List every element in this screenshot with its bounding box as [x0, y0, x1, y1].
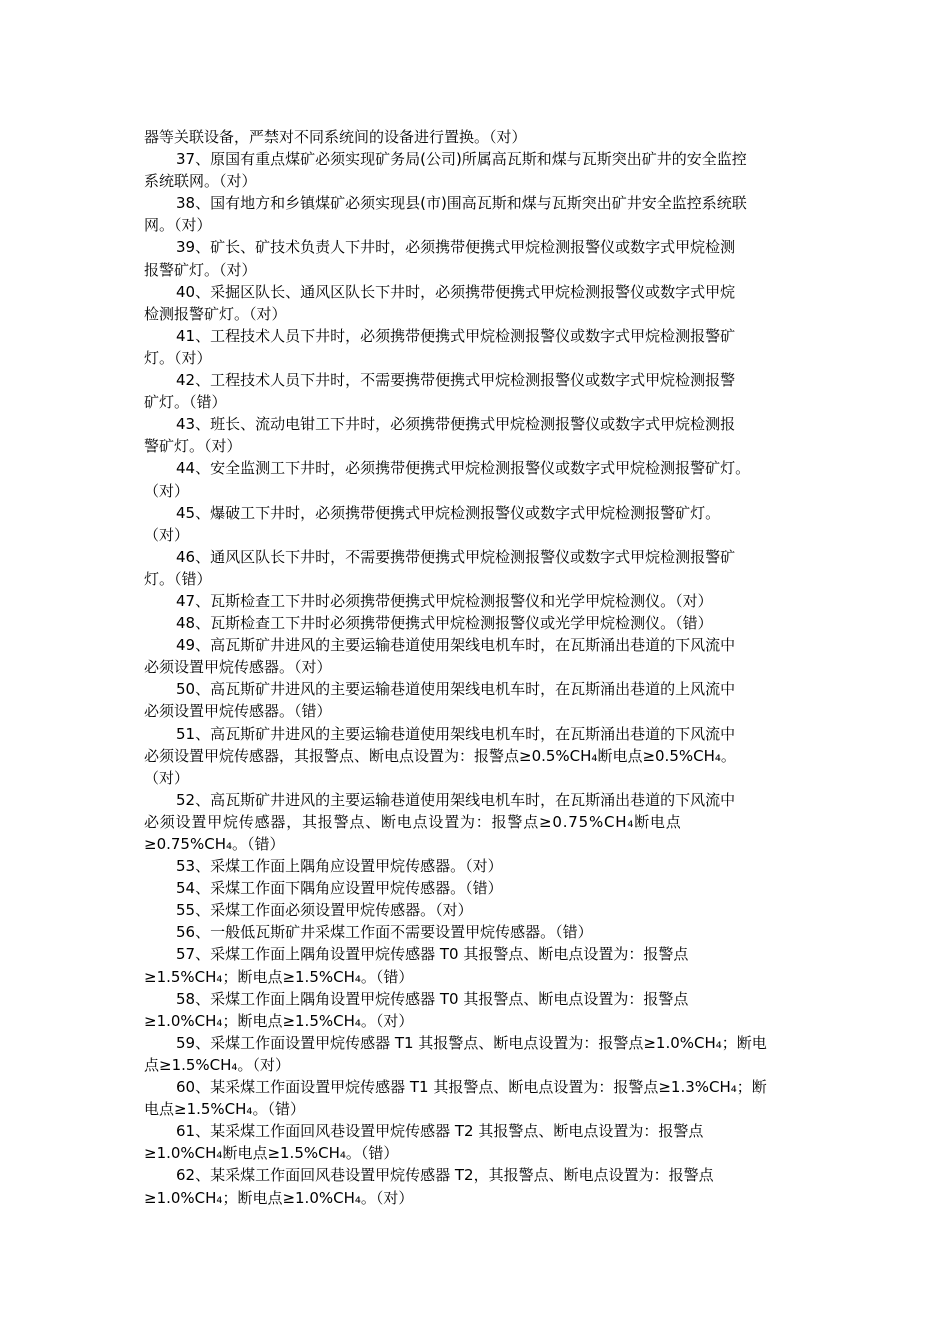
question-37: 37、原国有重点煤矿必须实现矿务局(公司)所属高瓦斯和煤与瓦斯突出矿井的安全监控: [176, 150, 747, 169]
question-53: 53、采煤工作面上隅角应设置甲烷传感器。（对）: [176, 857, 503, 876]
question-49: 49、高瓦斯矿井进风的主要运输巷道使用架线电机车时，在瓦斯涌出巷道的下风流中: [176, 636, 736, 655]
question-40: 40、采掘区队长、通风区队长下井时，必须携带便携式甲烷检测报警仪或数字式甲烷: [176, 282, 736, 301]
text-line: 警矿灯。（对）: [144, 437, 242, 456]
text-line: 器等关联设备，严禁对不同系统间的设备进行置换。（对）: [144, 128, 527, 146]
text-line: ≥1.0%CH₄；断电点≥1.5%CH₄。（对）: [144, 1011, 414, 1030]
question-39: 39、矿长、矿技术负责人下井时，必须携带便携式甲烷检测报警仪或数字式甲烷检测: [176, 238, 736, 257]
question-55: 55、采煤工作面必须设置甲烷传感器。（对）: [176, 901, 473, 920]
question-48: 48、瓦斯检查工下井时必须携带便携式甲烷检测报警仪或光学甲烷检测仪。（错）: [176, 614, 713, 633]
question-51: 51、高瓦斯矿井进风的主要运输巷道使用架线电机车时，在瓦斯涌出巷道的下风流中: [176, 724, 736, 743]
text-line: 必须设置甲烷传感器。（错）: [144, 702, 332, 721]
question-42: 42、工程技术人员下井时，不需要携带便携式甲烷检测报警仪或数字式甲烷检测报警: [176, 371, 736, 390]
text-line: 系统联网。（对）: [144, 172, 257, 191]
text-line: 必须设置甲烷传感器，其报警点、断电点设置为：报警点≥0.5%CH₄断电点≥0.5%CH₄。: [144, 746, 736, 765]
text-line: ≥1.0%CH₄；断电点≥1.0%CH₄。（对）: [144, 1188, 414, 1207]
question-54: 54、采煤工作面下隅角应设置甲烷传感器。（错）: [176, 879, 503, 898]
text-line: ≥1.0%CH₄断电点≥1.5%CH₄。（错）: [144, 1144, 399, 1163]
question-56: 56、一般低瓦斯矿井采煤工作面不需要设置甲烷传感器。（错）: [176, 923, 593, 942]
question-57: 57、采煤工作面上隅角设置甲烷传感器 T0 其报警点、断电点设置为：报警点: [176, 945, 689, 964]
question-50: 50、高瓦斯矿井进风的主要运输巷道使用架线电机车时，在瓦斯涌出巷道的上风流中: [176, 680, 736, 699]
text-line: 灯。（对）: [144, 348, 212, 367]
question-62: 62、某采煤工作面回风巷设置甲烷传感器 T2，其报警点、断电点设置为：报警点: [176, 1166, 714, 1185]
question-52: 52、高瓦斯矿井进风的主要运输巷道使用架线电机车时，在瓦斯涌出巷道的下风流中: [176, 790, 736, 809]
question-46: 46、通风区队长下井时，不需要携带便携式甲烷检测报警仪或数字式甲烷检测报警矿: [176, 547, 736, 566]
text-line: ≥1.5%CH₄；断电点≥1.5%CH₄。（错）: [144, 967, 414, 986]
question-60: 60、某采煤工作面设置甲烷传感器 T1 其报警点、断电点设置为：报警点≥1.3%CH₄；断: [176, 1078, 767, 1097]
text-line: 网。（对）: [144, 216, 212, 235]
question-59: 59、采煤工作面设置甲烷传感器 T1 其报警点、断电点设置为：报警点≥1.0%CH₄；断电: [176, 1033, 767, 1052]
text-line: 必须设置甲烷传感器，其报警点、断电点设置为：报警点≥0.75%CH₄断电点: [144, 812, 682, 831]
question-43: 43、班长、流动电钳工下井时，必须携带便携式甲烷检测报警仪或数字式甲烷检测报: [176, 415, 736, 434]
question-58: 58、采煤工作面上隅角设置甲烷传感器 T0 其报警点、断电点设置为：报警点: [176, 989, 689, 1008]
question-38: 38、国有地方和乡镇煤矿必须实现县(市)围高瓦斯和煤与瓦斯突出矿井安全监控系统联: [176, 194, 747, 213]
text-line: 电点≥1.5%CH₄。（错）: [144, 1100, 305, 1119]
question-45: 45、爆破工下井时，必须携带便携式甲烷检测报警仪或数字式甲烷检测报警矿灯。: [176, 503, 721, 522]
document-page: [144, 126, 812, 1209]
question-61: 61、某采煤工作面回风巷设置甲烷传感器 T2 其报警点、断电点设置为：报警点: [176, 1122, 704, 1141]
text-line: （对）: [144, 481, 190, 500]
question-47: 47、瓦斯检查工下井时必须携带便携式甲烷检测报警仪和光学甲烷检测仪。（对）: [176, 591, 713, 610]
text-line: （对）: [144, 768, 190, 787]
text-line: 点≥1.5%CH₄。（对）: [144, 1055, 290, 1074]
text-line: （对）: [144, 525, 190, 544]
question-44: 44、安全监测工下井时，必须携带便携式甲烷检测报警仪或数字式甲烷检测报警矿灯。: [176, 459, 751, 478]
text-line: 必须设置甲烷传感器。（对）: [144, 658, 332, 677]
text-line: 报警矿灯。（对）: [144, 260, 257, 279]
text-line: 检测报警矿灯。（对）: [144, 304, 287, 323]
question-41: 41、工程技术人员下井时，必须携带便携式甲烷检测报警仪或数字式甲烷检测报警矿: [176, 326, 736, 345]
text-line: ≥0.75%CH₄。（错）: [144, 835, 285, 853]
text-line: 灯。（错）: [144, 569, 212, 588]
text-line: 矿灯。（错）: [144, 393, 227, 412]
